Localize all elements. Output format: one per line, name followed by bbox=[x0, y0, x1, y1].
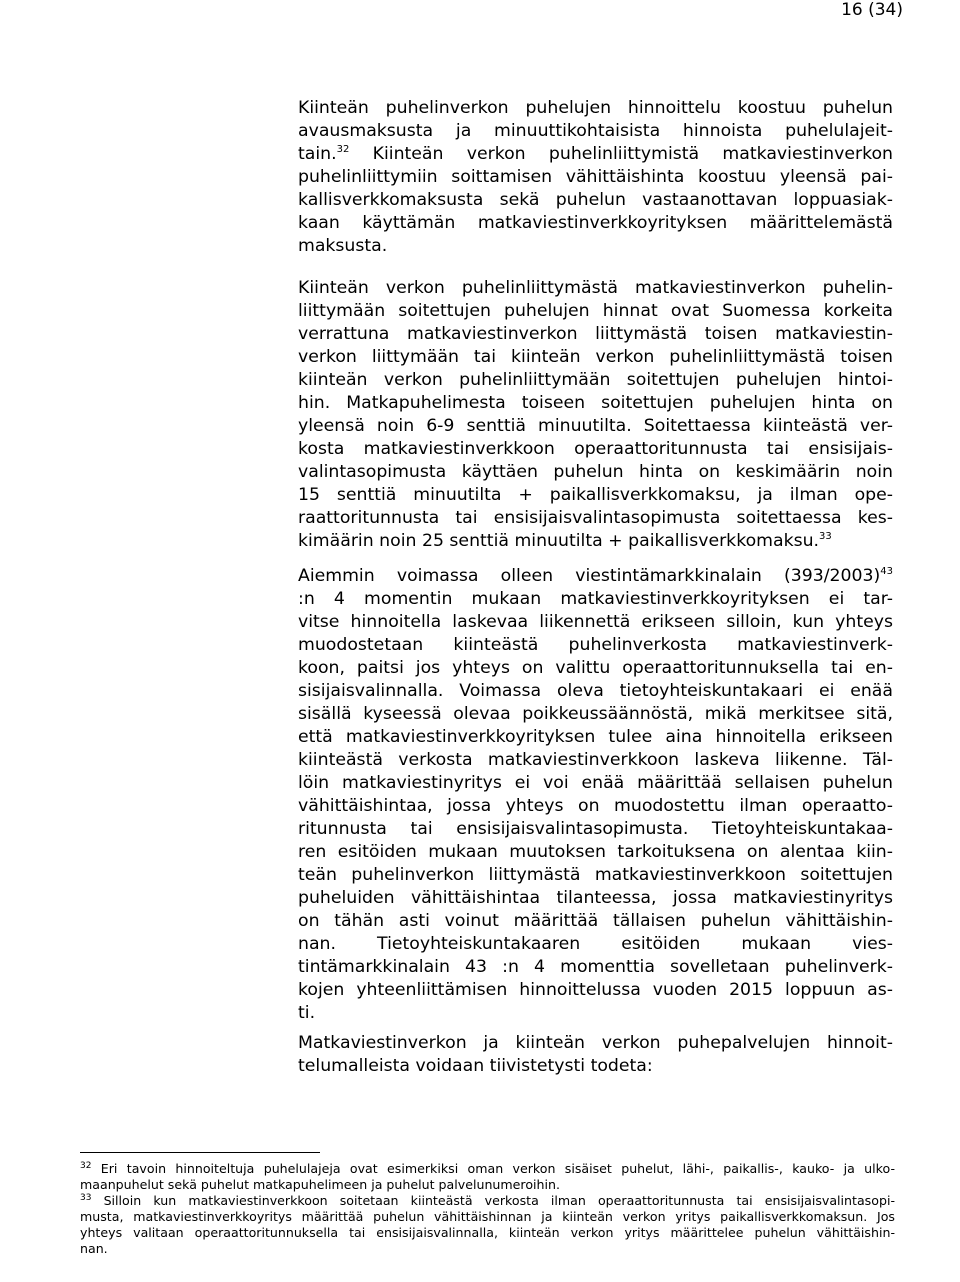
footnote-32 bbox=[80, 1161, 895, 1193]
footnote-line: nan. bbox=[80, 1241, 108, 1256]
text-line: telumalleista voidaan tiivistetysti todeta: bbox=[298, 1056, 653, 1076]
text-line: vitse hinnoitella laskevaa liikennettä erikseen silloin, kun yhteys bbox=[298, 612, 893, 632]
text-line: kiinteän verkon puhelinliittymään soitettujen puhelujen hintoi- bbox=[298, 370, 893, 390]
footnote-marker-32: 32 bbox=[80, 1161, 92, 1171]
text-line: yleensä noin 6-9 senttiä minuutilta. Soitettaessa kiinteästä ver- bbox=[298, 416, 893, 436]
text-line: Aiemmin voimassa olleen viestintämarkkinalain $(393/2003)^{43}$ bbox=[298, 566, 893, 586]
text-line: :n 4 momentin mukaan matkaviestinverkkoyrityksen ei tar- bbox=[298, 589, 893, 609]
footnote-marker-33: 33 bbox=[80, 1193, 92, 1203]
text-line: Kiinteän puhelinverkon puhelujen hinnoittelu koostuu puhelun bbox=[298, 98, 893, 118]
text-line: kojen yhteenliittämisen hinnoittelussa vuoden 2015 loppuun as- bbox=[298, 980, 893, 1000]
page-number: 16 (34) bbox=[841, 0, 903, 20]
footnote-33 bbox=[80, 1193, 895, 1257]
text-line: verrattuna matkaviestinverkon liittymästä toisen matkaviestin- bbox=[298, 324, 893, 344]
footnote-line: musta, matkaviestinverkkoyritys määrittää puhelun vähittäishinnan ja kiinteän verkon yritys paikallisverkkomaksun. Jos bbox=[80, 1209, 895, 1224]
text-line: kallisverkkomaksusta sekä puhelun vastaanottavan loppuasiak- bbox=[298, 190, 893, 210]
text-line: kimäärin noin 25 senttiä minuutilta + paikallisverkkomaksu.$^{33}$ bbox=[298, 531, 832, 551]
footnote-separator bbox=[80, 1152, 320, 1153]
footnotes bbox=[80, 1161, 895, 1257]
text-line: koon, paitsi jos yhteys on valittu operaattoritunnuksella tai en- bbox=[298, 658, 893, 678]
footnote-line: maanpuhelut sekä puhelut matkapuhelimeen ja puhelut palvelunumeroihin. bbox=[80, 1177, 560, 1192]
text-line: hin. Matkapuhelimesta toiseen soitettujen puhelujen hinta on bbox=[298, 393, 893, 413]
text-line: nan. Tietoyhteiskuntakaaren esitöiden mukaan vies- bbox=[298, 934, 893, 954]
text-line: valintasopimusta käyttäen puhelun hinta on keskimäärin noin bbox=[298, 462, 893, 482]
text-line: teän puhelinverkon liittymästä matkaviestinverkkoon soitettujen bbox=[298, 865, 893, 885]
paragraph-summary-intro bbox=[298, 1032, 893, 1078]
footnote-ref-43[interactable]: 43 bbox=[880, 566, 893, 577]
text-line: kaan käyttämän matkaviestinverkkoyrityksen määrittelemästä bbox=[298, 213, 893, 233]
text-line: löin matkaviestinyritys ei voi enää määrittää sellaisen puhelun bbox=[298, 773, 893, 793]
paragraph-legislation bbox=[298, 565, 893, 1025]
text-line: 15 senttiä minuutilta + paikallisverkkomaksu, ja ilman ope- bbox=[298, 485, 893, 505]
paragraph-call-prices bbox=[298, 277, 893, 553]
text-line: tintämarkkinalain 43 :n 4 momenttia sovelletaan puhelinverk- bbox=[298, 957, 893, 977]
footnote-ref-33[interactable]: 33 bbox=[819, 531, 832, 542]
text-line: verkon liittymään tai kiinteän verkon puhelinliittymästä toisen bbox=[298, 347, 893, 367]
text-line: että matkaviestinverkkoyrityksen tulee aina hinnoitella erikseen bbox=[298, 727, 893, 747]
text-line: maksusta. bbox=[298, 236, 388, 256]
footnote-line: yhteys valitaan operaattoritunnuksella tai ensisijaisvalinnalla, kiinteän verkon yritys määrittelee puhelun vähittäishin- bbox=[80, 1225, 895, 1240]
text-line: kosta matkaviestinverkkoon operaattoritunnusta tai ensisijais- bbox=[298, 439, 893, 459]
footnote-line: $^{32}$ Eri tavoin hinnoiteltuja puhelulajeja ovat esimerkiksi oman verkon sisäiset puhelut, lähi-, paikallis-, kauko- ja ulko- bbox=[80, 1161, 895, 1176]
text-line: puhelinliittymiin soittamisen vähittäishinta koostuu yleensä pai- bbox=[298, 167, 893, 187]
text-line: kiinteästä verkosta matkaviestinverkkoon laskeva liikenne. Täl- bbox=[298, 750, 893, 770]
text-line: raattoritunnusta tai ensisijaisvalintasopimusta soitettaessa kes- bbox=[298, 508, 893, 528]
text-line: on tähän asti voinut määrittää tällaisen puhelun vähittäishin- bbox=[298, 911, 893, 931]
text-line: avausmaksusta ja minuuttikohtaisista hinnoista puhelulajeit- bbox=[298, 121, 893, 141]
text-line: ti. bbox=[298, 1003, 316, 1023]
text-line: puheluiden vähittäishintaa tilanteessa, jossa matkaviestinyritys bbox=[298, 888, 893, 908]
footnote-line: $^{33}$ Silloin kun matkaviestinverkkoon soitetaan kiinteästä verkosta ilman operaattoritunnusta tai ensisijaisvalintasopi- bbox=[80, 1193, 895, 1208]
text-line: vähittäishintaa, jossa yhteys on muodostettu ilman operaatto- bbox=[298, 796, 893, 816]
text-line: sisällä kyseessä olevaa poikkeussäännöstä, mikä merkitsee sitä, bbox=[298, 704, 893, 724]
paragraph-pricing-structure bbox=[298, 97, 893, 258]
text-line: muodostetaan kiinteästä puhelinverkosta matkaviestinverk- bbox=[298, 635, 893, 655]
text-line: ritunnusta tai ensisijaisvalintasopimusta. Tietoyhteiskuntakaa- bbox=[298, 819, 893, 839]
text-line: tain.$^{32}$ Kiinteän verkon puhelinliittymistä matkaviestinverkon bbox=[298, 144, 893, 164]
footnote-ref-32[interactable]: 32 bbox=[336, 144, 350, 155]
text-line: ren esitöiden mukaan muutoksen tarkoituksena on alentaa kiin- bbox=[298, 842, 893, 862]
text-line: liittymään soitettujen puhelujen hinnat ovat Suomessa korkeita bbox=[298, 301, 893, 321]
text-line: Matkaviestinverkon ja kiinteän verkon puhepalvelujen hinnoit- bbox=[298, 1033, 893, 1053]
text-line: sisijaisvalinnalla. Voimassa oleva tietoyhteiskuntakaari ei enää bbox=[298, 681, 893, 701]
text-line: Kiinteän verkon puhelinliittymästä matkaviestinverkon puhelin- bbox=[298, 278, 893, 298]
